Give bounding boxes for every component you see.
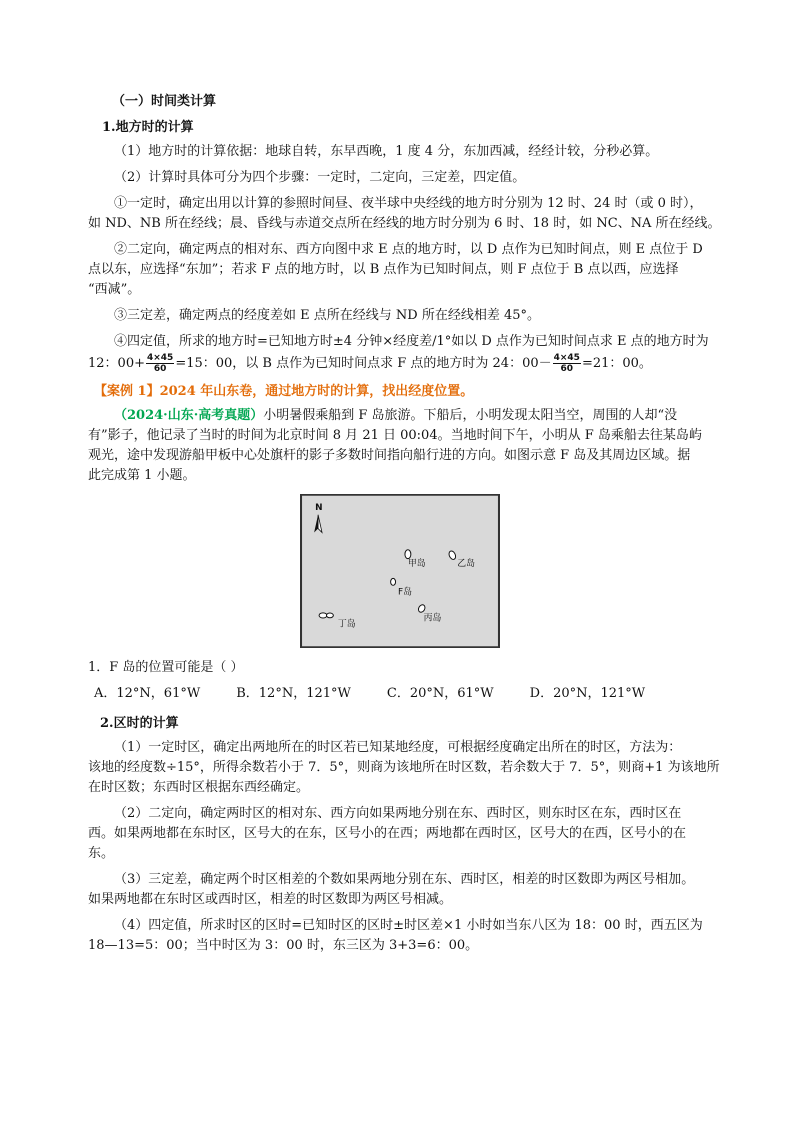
case-label: 【案例 1】2024 年山东卷，通过地方时的计算，找出经度位置。 <box>94 384 474 399</box>
fraction: $\frac{4\times 45}{60}$ <box>553 353 580 374</box>
paragraph: （2）计算时具体可分为四个步骤：一定时，二定向，三定差，四定值。 <box>114 170 526 185</box>
island-bing-label: 丙岛 <box>423 613 442 624</box>
island-map <box>300 494 500 648</box>
island-jia-label: 甲岛 <box>407 559 426 570</box>
section-heading: （一）时间类计算 <box>112 94 217 109</box>
option-d: D．20°N，121°W <box>529 686 646 701</box>
island-yi-label: 乙岛 <box>457 559 475 570</box>
case-source: （2024·山东·高考真题） <box>114 408 264 423</box>
paragraph: （4）四定值，所求时区的区时=已知时区的区时±时区差×1 小时如当东八区为 18：00 时，西五区为 18—13=5：00；当中时区为 3：00 时，东三区为 3+3=6：00。 <box>88 918 703 953</box>
paragraph: ④四定值，所求的地方时=已知地方时±4 分钟×经度差/1°如以 D 点作为已知时间点求 E 点的地方时为 12：00+ $\frac{4\times 45}{60}$ =15：00，以 B 点作为已知时间点求 F 点的地方时为 24：00－ $\frac{4\times 45}{60}$ =21：00。 <box>88 334 709 374</box>
paragraph: ①一定时，确定出用以计算的参照时间昼、夜半球中央经线的地方时分别为 12 时、24 时（或 0 时）， 如 ND、NB 所在经线；晨、昏线与赤道交点所在经线的地方时分别为 6 时、18 时，如 NC、NA 所在经线。 <box>88 196 721 231</box>
paragraph: （2）二定向，确定两时区的相对东、西方向如果两地分别在东、西时区，则东时区在东，西时区在 西。如果两地都在东时区，区号大的在东，区号小的在西；两地都在西时区，区号大的在西，区号小的在 东。 <box>88 806 687 861</box>
subheading-zone-time: 2.区时的计算 <box>100 716 179 731</box>
island-ding-label: 丁岛 <box>337 619 356 630</box>
island-f-label: F岛 <box>398 587 413 598</box>
paragraph: （1）一定时区，确定出两地所在的时区若已知某地经度，可根据经度确定出所在的时区，方法为： 该地的经度数÷15°，所得余数若小于 7．5°，则商为该地所在时区数，若余数大于 7．5°，则商+1 为该地所 在时区数；东西时区根据东西经确定。 <box>88 740 720 795</box>
question-stem: 1．F 岛的位置可能是（ ） <box>88 660 244 675</box>
option-a: A．12°N，61°W <box>94 686 201 701</box>
map-figure <box>88 494 712 648</box>
subheading-local-time: 1.地方时的计算 <box>102 120 194 135</box>
paragraph: （1）地方时的计算依据：地球自转，东早西晚，1 度 4 分，东加西减，经经计较，分秒必算。 <box>114 144 659 159</box>
north-label: N <box>315 502 323 513</box>
option-b: B．12°N，121°W <box>236 686 351 701</box>
option-c: C．20°N，61°W <box>386 686 494 701</box>
paragraph: （3）三定差，确定两个时区相差的个数如果两地分别在东、西时区，相差的时区数即为两区号相加。 如果两地都在东时区或西时区，相差的时区数即为两区号相减。 <box>88 872 695 907</box>
paragraph: ②二定向，确定两点的相对东、西方向图中求 E 点的地方时，以 D 点作为已知时间点，则 E 点位于 D 点以东，应选择“东加”；若求 F 点的地方时，以 B 点作为已知时间点，则 F 点位于 B 点以西，应选择 “西减”。 <box>88 242 703 297</box>
paragraph: ③三定差，确定两点的经度差如 E 点所在经线与 ND 所在经线相差 45°。 <box>114 308 540 323</box>
case-text: （2024·山东·高考真题）小明暑假乘船到 F 岛旅游。下船后，小明发现太阳当空，周围的人却“没 有”影子，他记录了当时的时间为北京时间 8 月 21 日 00:04。当地时间下午，小明从 F 岛乘船去往某岛屿 观光，途中发现游船甲板中心处旗杆的影子多数时间指向船行进的方向。如图示意 F 岛及其周边区域。据 此完成第 1 小题。 <box>88 408 702 483</box>
fraction: $\frac{4\times 45}{60}$ <box>146 353 174 374</box>
document-content <box>88 92 721 962</box>
map-frame <box>301 495 498 647</box>
question-options <box>88 684 712 704</box>
